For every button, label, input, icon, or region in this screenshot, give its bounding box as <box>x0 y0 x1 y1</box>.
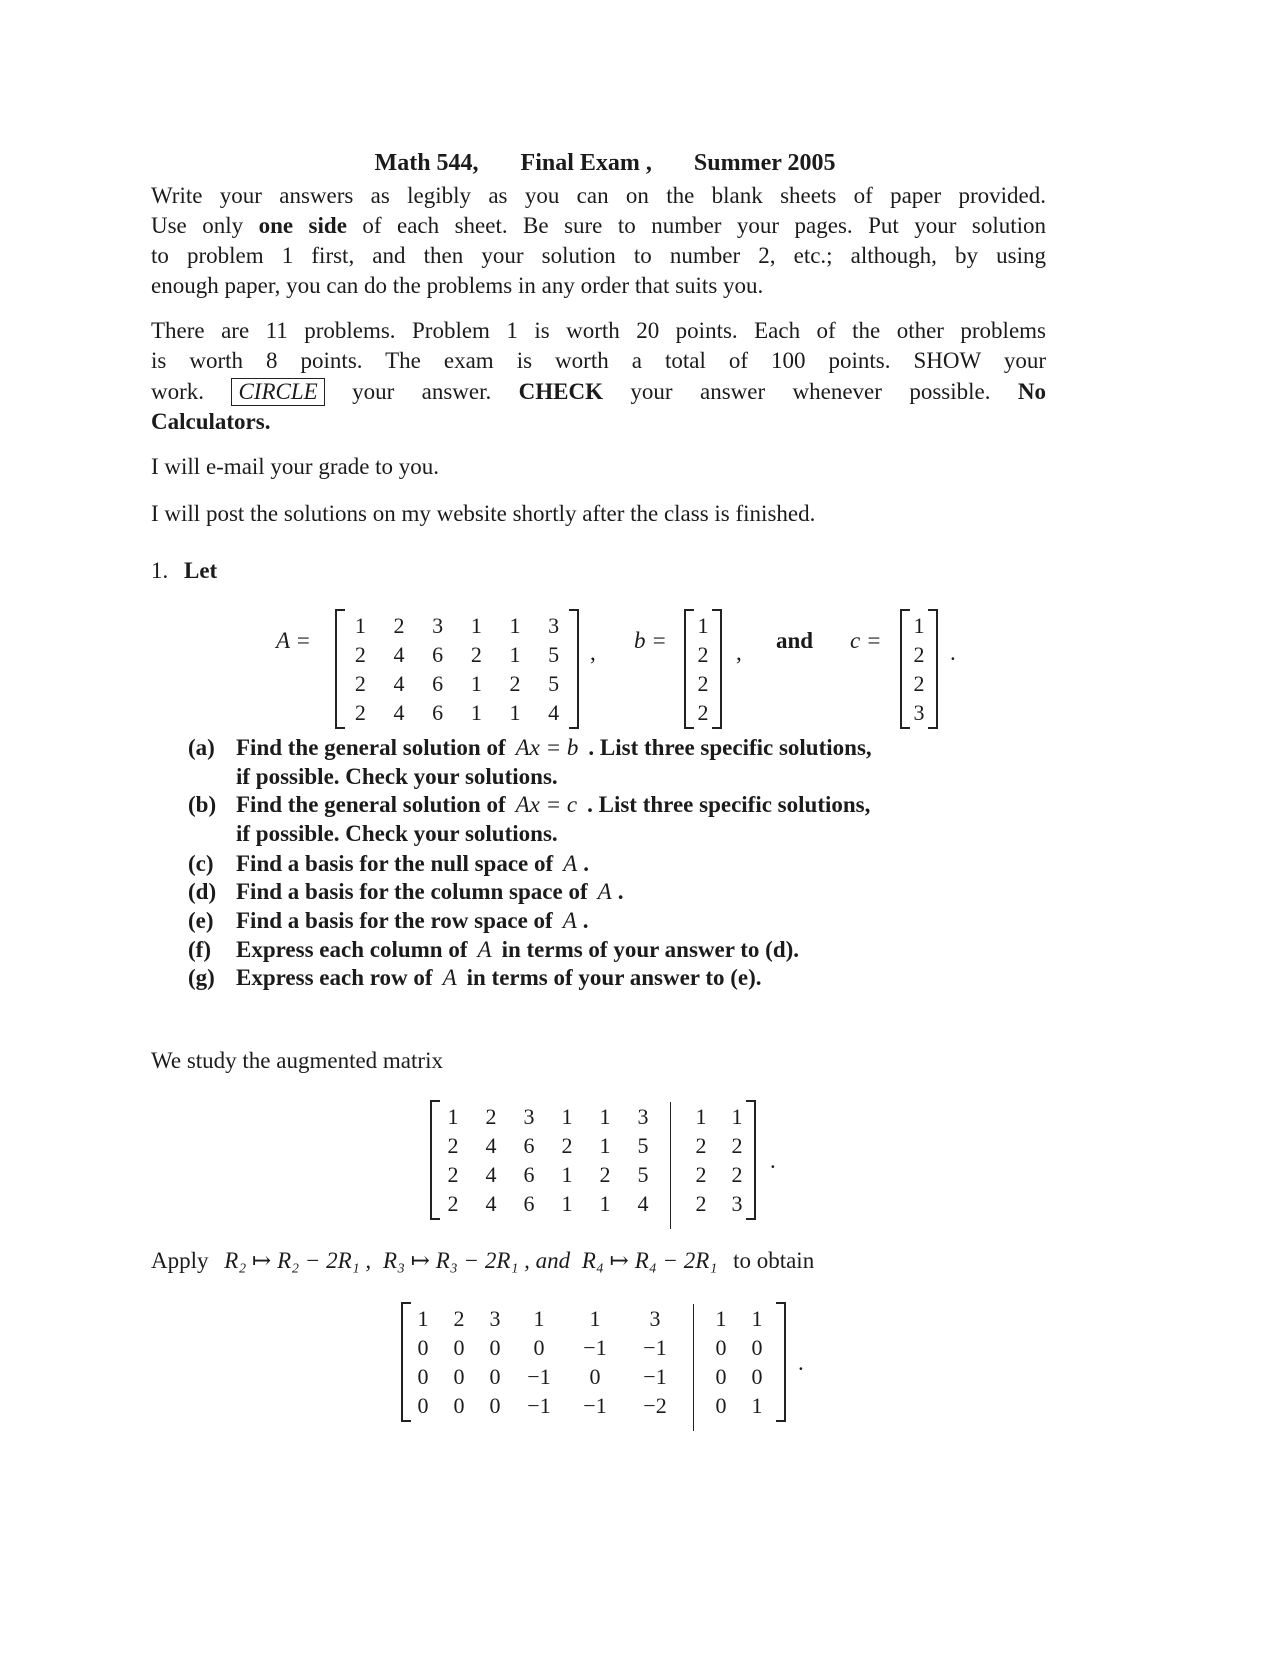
row-op-1: R₂ ↦ R₂ − 2R₁ , <box>224 1248 372 1273</box>
vector-entry: 1 <box>913 613 925 638</box>
rules-calculators: Calculators. <box>151 409 271 434</box>
matrix-entry: 0 <box>533 1335 545 1360</box>
matrix-entry: 2 <box>393 613 405 638</box>
matrix-entry: 5 <box>637 1133 649 1158</box>
exam-name: Final Exam , <box>520 150 652 176</box>
vector-entry: 2 <box>913 642 925 667</box>
augment-separator <box>670 1102 682 1131</box>
rules-no: No <box>1017 379 1046 404</box>
part-a <box>188 733 872 763</box>
vector-entry: 2 <box>697 642 709 667</box>
matrix-entry: 4 <box>485 1162 497 1187</box>
grade-note: I will e-mail your grade to you. <box>151 454 440 479</box>
rules-text: your answer whenever possible. <box>630 379 991 404</box>
matrix-entry: 0 <box>417 1335 429 1360</box>
augment-separator <box>670 1160 682 1189</box>
matrix-entry: 0 <box>751 1335 763 1360</box>
period: . <box>770 1148 776 1173</box>
row-op-3: R₄ ↦ R₄ − 2R₁ <box>581 1248 718 1273</box>
matrix-entry: 1 <box>533 1306 545 1331</box>
part-math: A <box>563 851 578 876</box>
vector-entry: 3 <box>913 700 925 725</box>
part-text: Find a basis for the row space of <box>236 908 553 933</box>
part-text: Find the general solution of <box>236 792 506 817</box>
intro-line-3: to problem 1 first, and then your solution to number 2, etc.; although, by using <box>151 243 1046 268</box>
matrix-entry: −1 <box>583 1393 607 1418</box>
part-label: (f) <box>188 937 211 962</box>
matrix-entry: 3 <box>731 1191 743 1216</box>
matrix-entry: 1 <box>589 1306 601 1331</box>
matrix-entry: 0 <box>715 1335 727 1360</box>
matrix-entry: 6 <box>432 642 444 667</box>
augment-separator <box>670 1131 682 1160</box>
matrix-entry: 0 <box>715 1393 727 1418</box>
intro-text: of each sheet. Be sure to number your pages. Put your solution <box>362 213 1047 238</box>
matrix-entry: 1 <box>561 1191 573 1216</box>
matrix-entry: 2 <box>354 642 366 667</box>
vector-entry: 2 <box>697 700 709 725</box>
matrix-entry: 6 <box>523 1191 535 1216</box>
matrix-entry: 4 <box>485 1191 497 1216</box>
part-math: A <box>597 879 612 904</box>
matrix-entry: 1 <box>751 1306 763 1331</box>
matrix-entry: 2 <box>485 1104 497 1129</box>
part-b <box>188 790 870 820</box>
and-word: and <box>776 628 814 653</box>
part-c <box>188 849 589 879</box>
matrix-entry: −1 <box>643 1364 667 1389</box>
vector-b-label: b = <box>634 628 667 653</box>
matrix-entry: 6 <box>432 700 444 725</box>
matrix-entry: 3 <box>523 1104 535 1129</box>
matrix-entry: 4 <box>637 1191 649 1216</box>
matrix-entry: 2 <box>695 1162 707 1187</box>
matrix-entry: −2 <box>643 1393 667 1418</box>
matrix-entry: 0 <box>715 1364 727 1389</box>
matrix-entry: 4 <box>393 700 405 725</box>
matrix-entry: 5 <box>548 642 560 667</box>
matrix-entry: 3 <box>649 1306 661 1331</box>
part-math: Ax = c <box>515 792 578 817</box>
matrix-entry: 1 <box>599 1133 611 1158</box>
matrix-entry: 2 <box>470 642 482 667</box>
problem-number: 1. <box>151 558 169 583</box>
matrix-entry: 1 <box>751 1393 763 1418</box>
part-label: (e) <box>188 908 214 933</box>
matrix-entry: −1 <box>583 1335 607 1360</box>
part-math: A <box>562 908 577 933</box>
matrix-entry: 4 <box>485 1133 497 1158</box>
part-text: . List three specific solutions, <box>587 792 871 817</box>
matrix-entry: 0 <box>589 1364 601 1389</box>
intro-text: Use only <box>151 213 244 238</box>
matrix-entry: 3 <box>489 1306 501 1331</box>
part-text: Find the general solution of <box>236 735 506 760</box>
period: . <box>950 640 956 665</box>
part-label: (c) <box>188 851 214 876</box>
period: . <box>798 1350 804 1375</box>
matrix-entry: 1 <box>731 1104 743 1129</box>
vector-entry: 2 <box>913 671 925 696</box>
matrix-entry: 2 <box>354 700 366 725</box>
exam-term: Summer 2005 <box>693 150 836 176</box>
matrix-entry: 1 <box>417 1306 429 1331</box>
course-name: Math 544, <box>374 150 479 176</box>
matrix-entry: 2 <box>447 1191 459 1216</box>
matrix-entry: 6 <box>523 1162 535 1187</box>
matrix-A <box>335 609 579 729</box>
matrix-entry: 1 <box>447 1104 459 1129</box>
matrix-entry: 0 <box>453 1364 465 1389</box>
matrix-entry: 1 <box>470 671 482 696</box>
part-label: (g) <box>188 965 215 990</box>
part-label: (a) <box>188 735 215 760</box>
matrix-entry: 1 <box>561 1104 573 1129</box>
matrix-entry: 5 <box>548 671 560 696</box>
solutions-note: I will post the solutions on my website shortly after the class is finished. <box>151 501 816 526</box>
matrix-entry: 0 <box>453 1335 465 1360</box>
part-text: Find a basis for the null space of <box>236 851 554 876</box>
matrix-entry: −1 <box>643 1335 667 1360</box>
problem-let: Let <box>184 558 218 583</box>
matrix-entry: 1 <box>561 1162 573 1187</box>
matrix-entry: 2 <box>447 1162 459 1187</box>
rules-line-3 <box>151 377 1046 407</box>
vector-entry: 1 <box>697 613 709 638</box>
augment-separator <box>693 1304 703 1333</box>
study-text: We study the augmented matrix <box>151 1048 443 1073</box>
rules-check: CHECK <box>518 379 604 404</box>
exam-title <box>0 150 1200 177</box>
part-text: . List three specific solutions, <box>588 735 872 760</box>
part-label: (d) <box>188 879 217 904</box>
part-math: Ax = b <box>515 735 579 760</box>
part-continuation: if possible. Check your solutions. <box>236 764 558 789</box>
matrix-entry: 3 <box>548 613 560 638</box>
matrix-entry: 0 <box>417 1393 429 1418</box>
matrix-entry: 1 <box>509 700 521 725</box>
part-text: . <box>617 879 624 904</box>
part-math: A <box>442 965 457 990</box>
matrix-A-label: A = <box>276 628 311 653</box>
vector-b <box>684 609 722 729</box>
augment-separator <box>670 1189 682 1229</box>
intro-emphasis: one side <box>258 213 347 238</box>
matrix-entry: 1 <box>470 700 482 725</box>
matrix-entry: 2 <box>599 1162 611 1187</box>
rules-text: work. <box>151 379 205 404</box>
problem-1-heading <box>151 556 217 586</box>
matrix-entry: 3 <box>637 1104 649 1129</box>
apply-line <box>151 1246 1046 1276</box>
matrix-entry: 6 <box>432 671 444 696</box>
matrix-entry: 4 <box>393 671 405 696</box>
matrix-entry: 1 <box>470 613 482 638</box>
matrix-entry: 2 <box>561 1133 573 1158</box>
part-continuation: if possible. Check your solutions. <box>236 821 558 846</box>
matrix-entry: 4 <box>548 700 560 725</box>
comma: , <box>736 640 742 665</box>
rules-line-2: is worth 8 points. The exam is worth a total of 100 points. SHOW your <box>151 348 1046 373</box>
rules-line-1: There are 11 problems. Problem 1 is worth 20 points. Each of the other problems <box>151 318 1046 343</box>
matrix-entry: 1 <box>509 642 521 667</box>
intro-line-4: enough paper, you can do the problems in any order that suits you. <box>151 273 764 298</box>
vector-c-label: c = <box>850 628 882 653</box>
circle-box: CIRCLE <box>231 378 324 406</box>
part-f <box>188 935 799 965</box>
rules-text: your answer. <box>352 379 492 404</box>
vector-c <box>900 609 938 729</box>
matrix-entry: 0 <box>489 1335 501 1360</box>
matrix-entry: 0 <box>489 1393 501 1418</box>
matrix-entry: −1 <box>527 1393 551 1418</box>
matrix-entry: 1 <box>695 1104 707 1129</box>
part-g <box>188 963 762 993</box>
matrix-entry: 2 <box>509 671 521 696</box>
matrix-entry: 0 <box>453 1393 465 1418</box>
part-text: Express each column of <box>236 937 468 962</box>
part-text: . <box>582 908 589 933</box>
matrix-entry: 2 <box>731 1133 743 1158</box>
matrix-entry: 1 <box>599 1104 611 1129</box>
augment-separator <box>693 1391 703 1431</box>
apply-tail: to obtain <box>733 1248 815 1273</box>
apply-word: Apply <box>151 1248 209 1273</box>
matrix-entry: 1 <box>715 1306 727 1331</box>
matrix-entry: 4 <box>393 642 405 667</box>
part-math: A <box>477 937 492 962</box>
matrix-entry: 2 <box>447 1133 459 1158</box>
matrix-entry: 2 <box>354 671 366 696</box>
part-text: in terms of your answer to (e). <box>466 965 762 990</box>
intro-line-1: Write your answers as legibly as you can on the blank sheets of paper provided. <box>151 183 1046 208</box>
matrix-entry: 2 <box>695 1133 707 1158</box>
comma: , <box>590 640 596 665</box>
part-text: in terms of your answer to (d). <box>501 937 800 962</box>
part-d <box>188 877 623 907</box>
matrix-entry: 1 <box>509 613 521 638</box>
vector-entry: 2 <box>697 671 709 696</box>
matrix-entry: 2 <box>695 1191 707 1216</box>
part-text: . <box>583 851 589 876</box>
matrix-entry: 3 <box>432 613 444 638</box>
part-e <box>188 906 589 936</box>
augment-separator <box>693 1362 703 1391</box>
matrix-entry: 2 <box>453 1306 465 1331</box>
augmented-matrix-1 <box>430 1100 756 1220</box>
part-text: Find a basis for the column space of <box>236 879 588 904</box>
matrix-entry: 0 <box>417 1364 429 1389</box>
matrix-entry: 2 <box>731 1162 743 1187</box>
augment-separator <box>693 1333 703 1362</box>
matrix-entry: 6 <box>523 1133 535 1158</box>
matrix-entry: 1 <box>599 1191 611 1216</box>
matrix-entry: −1 <box>527 1364 551 1389</box>
part-text: Express each row of <box>236 965 433 990</box>
part-label: (b) <box>188 792 217 817</box>
intro-line-2 <box>151 211 1046 241</box>
matrix-entry: 0 <box>489 1364 501 1389</box>
matrix-entry: 5 <box>637 1162 649 1187</box>
augmented-matrix-2 <box>401 1302 786 1422</box>
matrix-entry: 1 <box>354 613 366 638</box>
matrix-entry: 0 <box>751 1364 763 1389</box>
row-op-2: R₃ ↦ R₃ − 2R₁ , and <box>382 1248 571 1273</box>
